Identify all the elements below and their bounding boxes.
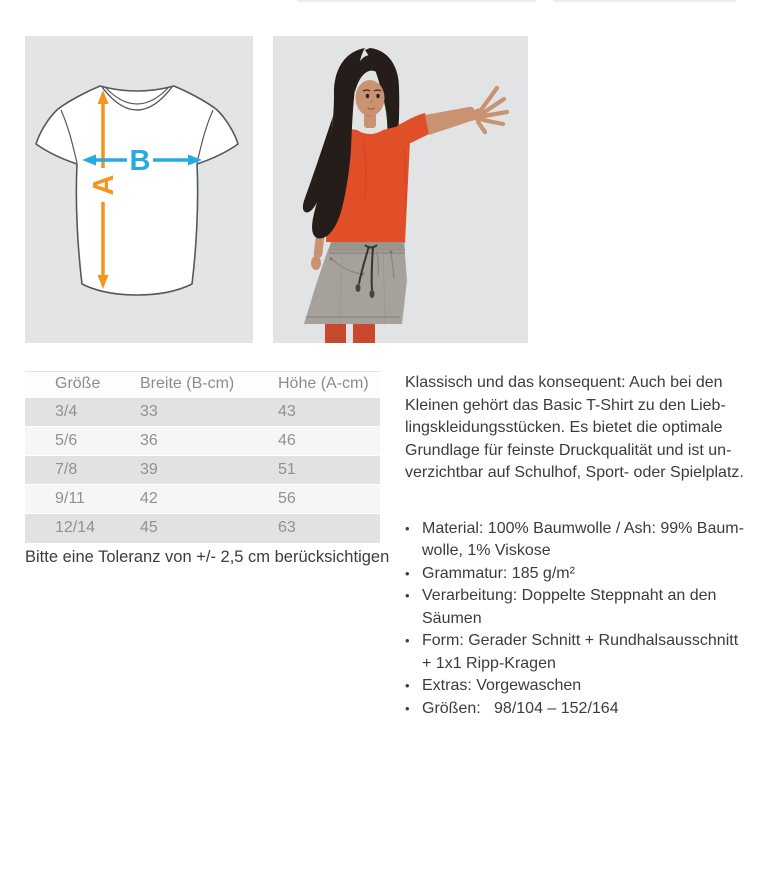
table-cell: 42: [140, 485, 278, 514]
table-cell: 51: [278, 456, 380, 485]
model-photo-illustration: [273, 36, 528, 343]
table-cell: 5/6: [25, 427, 140, 456]
bullet-icon: •: [405, 633, 410, 649]
top-edge-line: [297, 0, 536, 2]
table-cell: 46: [278, 427, 380, 456]
bullet-icon: •: [405, 565, 410, 581]
feature-bullet-list: [405, 518, 765, 721]
table-row: [25, 456, 380, 485]
table-cell: 56: [278, 485, 380, 514]
table-header-row: [25, 372, 380, 398]
product-description: [405, 372, 765, 720]
bullet-icon: •: [405, 588, 410, 604]
intro-line: Grundlage für feinste Druckqualität und ist un-: [405, 441, 732, 459]
table-cell: 33: [140, 398, 278, 427]
table-cell: 9/11: [25, 485, 140, 514]
intro-line: Klassisch und das konsequent: Auch bei den: [405, 374, 723, 391]
product-model-photo: [273, 36, 528, 343]
top-edge-line: [553, 0, 736, 2]
bullet-grammatur: • Grammatur: 185 g/m²: [405, 563, 765, 586]
height-arrow-label: A: [88, 174, 120, 196]
tolerance-note: Bitte eine Toleranz von +/- 2,5 cm berücksichtigen: [25, 548, 390, 566]
table-cell: 45: [140, 514, 278, 543]
table-cell: 12/14: [25, 514, 140, 543]
table-cell: 7/8: [25, 456, 140, 485]
table-row: [25, 514, 380, 543]
size-diagram-panel: [25, 36, 253, 343]
bullet-icon: •: [405, 678, 410, 694]
intro-line: Kleinen gehört das Basic T-Shirt zu den Lieb-: [405, 396, 726, 414]
bullet-icon: •: [405, 700, 410, 716]
description-intro: [405, 372, 765, 485]
table-cell: 39: [140, 456, 278, 485]
bullet-form: • Form: Gerader Schnitt + Rundhalsausschnitt + 1x1 Ripp-Kragen: [405, 630, 765, 675]
column-header-size: Größe: [25, 372, 140, 398]
table-cell: 3/4: [25, 398, 140, 427]
table-cell: 63: [278, 514, 380, 543]
tshirt-outline: [36, 86, 238, 295]
column-header-height: Höhe (A-cm): [278, 372, 380, 398]
bullet-icon: •: [405, 520, 410, 536]
bullet-verarbeitung: • Verarbeitung: Doppelte Steppnaht an den Säumen: [405, 585, 765, 630]
face: [356, 80, 385, 116]
width-arrow-label: B: [129, 145, 151, 177]
size-table: [25, 371, 380, 543]
table-cell: 43: [278, 398, 380, 427]
intro-line: verzichtbar auf Schulhof, Sport- oder Spielplatz.: [405, 464, 744, 482]
table-row: [25, 427, 380, 456]
bullet-extras: • Extras: Vorgewaschen: [405, 675, 765, 698]
bullet-groessen: • Größen: 98/104 – 152/164: [405, 698, 765, 721]
bullet-material: • Material: 100% Baumwolle / Ash: 99% Baum- wolle, 1% Viskose: [405, 518, 765, 563]
table-row: [25, 485, 380, 514]
table-row: [25, 398, 380, 427]
intro-line: lingskleidungsstücken. Es bietet die optimale: [405, 419, 723, 437]
column-header-width: Breite (B-cm): [140, 372, 278, 398]
table-cell: 36: [140, 427, 278, 456]
tshirt-measure-diagram-icon: [25, 36, 253, 343]
